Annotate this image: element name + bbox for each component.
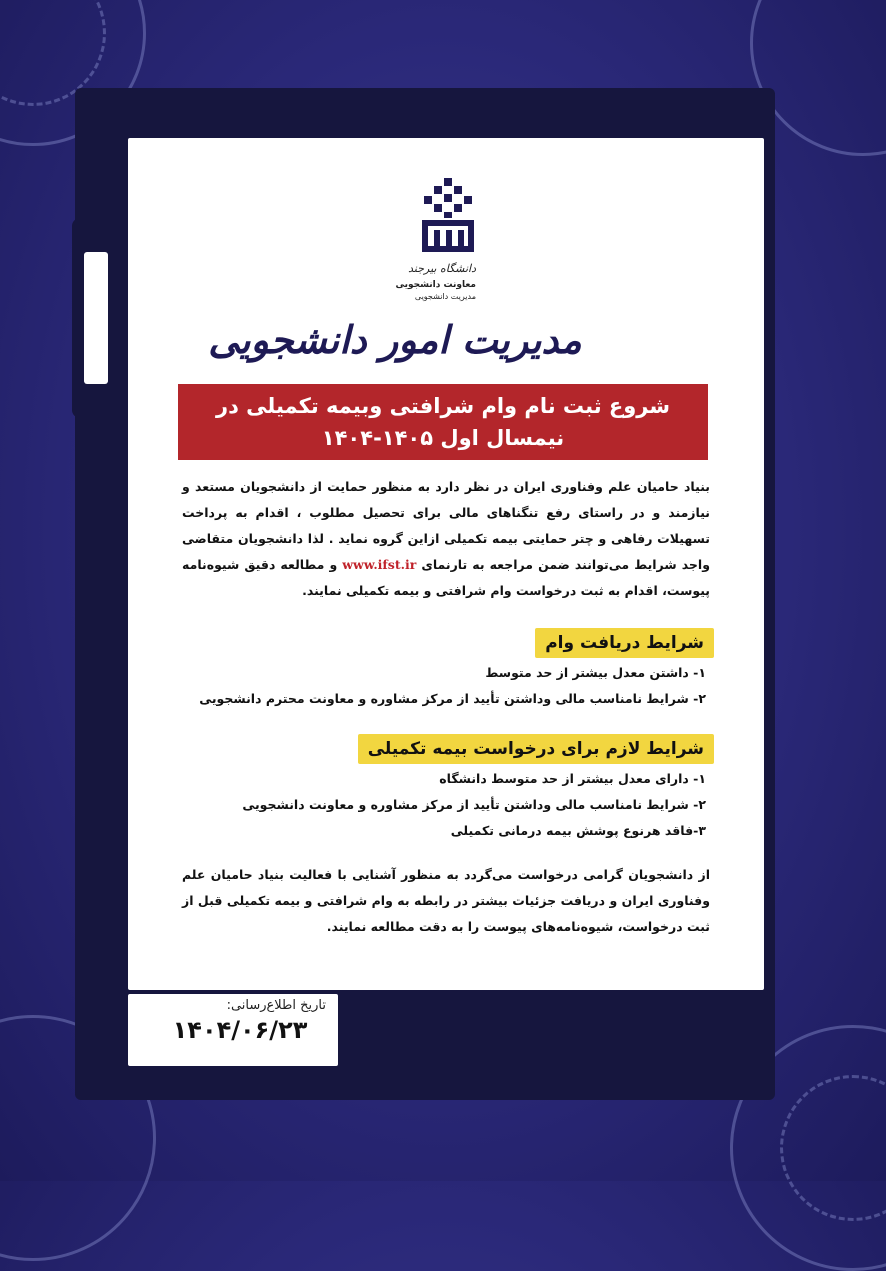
intro-text-before-link: بنیاد حامیان علم وفناوری ایران در نظر دارد به منظور حمایت از دانشجویان مستعد و نیازمند و در راستای رفع تنگناهای مالی برای تحصیل مطلوب ، اقدام به پرداخت تسهیلات رفاهی و چتر حمایتی بیمه تکمیلی ازاین گروه نماید . لذا دانشجویان متقاضی واجد شرایط می‌توانند ضمن مراجعه به تارنمای bbox=[182, 479, 710, 572]
corner-ornament-bottom-right-inner bbox=[780, 1075, 886, 1221]
list-item: ۱- داشتن معدل بیشتر از حد متوسط bbox=[485, 665, 706, 680]
ifst-website-link[interactable]: www.ifst.ir bbox=[342, 557, 417, 572]
announcement-date-value: ۱۴۰۴/۰۶/۲۳ bbox=[172, 1016, 308, 1044]
insurance-conditions-list bbox=[242, 766, 706, 844]
logo-caption-university: دانشگاه بیرجند bbox=[408, 262, 476, 275]
list-item: ۱- دارای معدل بیشتر از حد متوسط دانشگاه bbox=[439, 771, 706, 786]
logo-caption-deputy: معاونت دانشجویی bbox=[395, 280, 476, 290]
banner-line-2: نیمسال اول ۱۴۰۵-۱۴۰۴ bbox=[321, 426, 565, 450]
banner-line-1: شروع ثبت نام وام شرافتی وبیمه تکمیلی در bbox=[215, 394, 671, 418]
closing-paragraph: از دانشجویان گرامی درخواست می‌گردد به منظور آشنایی با فعالیت بنیاد حامیان علم وفناوری ایران و دریافت جزئیات بیشتر در رابطه به وام شرافتی و بیمه تکمیلی قبل از ثبت درخواست، شیوه‌نامه‌های پیوست را به دقت مطالعه نمایند. bbox=[182, 867, 710, 934]
insurance-conditions-heading: شرایط لازم برای درخواست بیمه تکمیلی bbox=[358, 734, 714, 764]
list-item: ۲- شرایط نامناسب مالی وداشتن تأیید از مرکز مشاوره و معاونت دانشجویی bbox=[242, 797, 706, 812]
logo-caption-office: مدیریت دانشجویی bbox=[414, 292, 476, 301]
list-item: ۲- شرایط نامناسب مالی وداشتن تأیید از مرکز مشاوره و معاونت محترم دانشجویی bbox=[199, 691, 706, 706]
side-tab-insert bbox=[84, 252, 108, 384]
intro-text-after-link: و مطالعه دقیق شیوه‌نامه پیوست، اقدام به ثبت درخواست وام شرافتی و بیمه تکمیلی نمایند. bbox=[182, 557, 710, 598]
intro-paragraph bbox=[182, 474, 710, 604]
list-item: ۳-فاقد هرنوع پوشش بیمه درمانی تکمیلی bbox=[450, 823, 706, 838]
page-title: مدیریت امور دانشجویی bbox=[208, 317, 582, 362]
loan-conditions-list bbox=[199, 660, 706, 712]
announcement-date-label: تاریخ اطلاع‌رسانی: bbox=[226, 998, 326, 1013]
university-of-birjand-logo-icon bbox=[420, 178, 476, 254]
loan-conditions-heading: شرایط دریافت وام bbox=[535, 628, 714, 658]
announcement-banner bbox=[178, 384, 708, 460]
